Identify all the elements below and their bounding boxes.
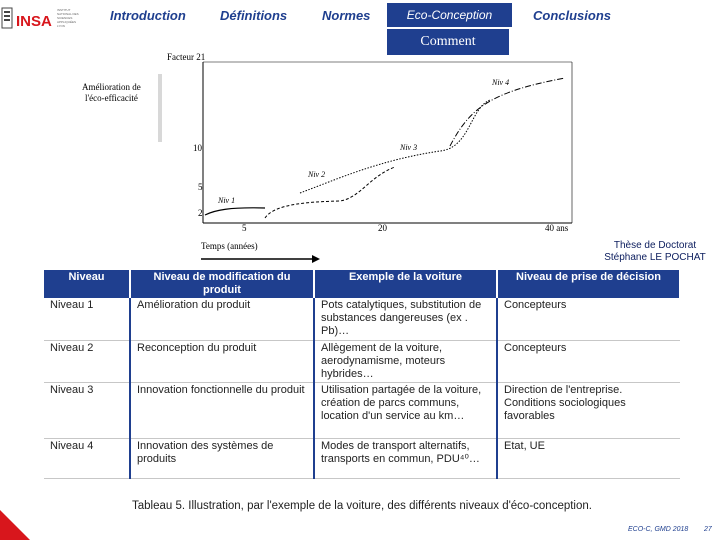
eco-design-levels-table	[44, 270, 680, 518]
table-cell: Allègement de la voiture, aerodynamisme, moteurs hybrides…	[314, 340, 497, 382]
x-tick-40: 40 ans	[545, 223, 569, 233]
curve-niv2	[265, 167, 395, 218]
y-tick-5: 5	[198, 182, 203, 192]
table-cell: Niveau 3	[44, 382, 130, 438]
table-cell: Concepteurs	[497, 298, 680, 340]
subnav-comment[interactable]: Comment	[387, 29, 509, 55]
corner-red-decoration	[0, 505, 40, 540]
label-niv3: Niv 3	[400, 143, 418, 152]
table-row	[44, 340, 680, 382]
nav-definitions[interactable]: Définitions	[220, 8, 288, 23]
logo-text: INSA	[16, 13, 52, 30]
curve-niv3	[300, 100, 490, 193]
table-cell: Innovation fonctionnelle du produit	[130, 382, 314, 438]
table-cell: Niveau 4	[44, 438, 130, 478]
nav-conclusions[interactable]: Conclusions	[533, 8, 612, 23]
nav-normes[interactable]: Normes	[322, 8, 371, 23]
label-niv4: Niv 4	[492, 78, 510, 87]
table-cell: Direction de l'entreprise. Conditions sociologiques favorables	[497, 382, 680, 438]
table-cell: Niveau 1	[44, 298, 130, 340]
y-tick-10: 10	[193, 143, 202, 153]
table-row	[44, 382, 680, 438]
figure-side-stripe	[158, 74, 162, 142]
table-row	[44, 298, 680, 340]
footer-course: ECO-C, GMD 2018	[628, 526, 689, 533]
table-cell: Utilisation partagée de la voiture, création de parcs communs, location d'un service au km…	[314, 382, 497, 438]
header-decision: Niveau de prise de décision	[497, 270, 680, 298]
label-niv2: Niv 2	[308, 170, 326, 179]
logo-subtext: INSTITUT NATIONAL DES SCIENCES APPLIQUÉES LYON	[57, 8, 79, 28]
citation-line-1: Thèse de Doctorat	[613, 240, 697, 251]
table-cell: Niveau 2	[44, 340, 130, 382]
x-axis-label: Temps (années)	[201, 241, 258, 251]
table-row	[44, 438, 680, 478]
table-cell: Modes de transport alternatifs, transports en commun, PDU⁴⁰…	[314, 438, 497, 478]
nav-eco-conception[interactable]: Eco-Conception	[387, 3, 512, 27]
citation	[590, 240, 720, 264]
citation-line-2: Stéphane LE POCHAT	[604, 252, 706, 263]
table-caption: Tableau 5. Illustration, par l'exemple de la voiture, des différents niveaux d'éco-conception.	[132, 500, 592, 512]
header-modification: Niveau de modification du produit	[130, 270, 314, 298]
table-cell: Pots catalytiques, substitution de substances dangereuses (ex . Pb)…	[314, 298, 497, 340]
table-cell: Concepteurs	[497, 340, 680, 382]
table-cell: Etat, UE	[497, 438, 680, 478]
table-cell: Reconception du produit	[130, 340, 314, 382]
header-niveau: Niveau	[44, 270, 130, 298]
levels-table	[44, 270, 681, 479]
header-exemple: Exemple de la voiture	[314, 270, 497, 298]
curve-niv1	[205, 208, 265, 215]
insa-logo	[0, 2, 62, 36]
page-number: 27	[704, 526, 712, 533]
x-tick-5: 5	[242, 223, 247, 233]
table-cell: Amélioration du produit	[130, 298, 314, 340]
table-header-row	[44, 270, 680, 298]
eco-efficiency-figure	[0, 50, 720, 265]
y-axis-side-label-1: Amélioration de	[82, 82, 141, 92]
curve-niv4	[450, 78, 565, 146]
y-axis-side-label-2: l'éco-efficacité	[85, 93, 138, 103]
nav-introduction[interactable]: Introduction	[110, 8, 186, 23]
x-tick-20: 20	[378, 223, 387, 233]
label-niv1: Niv 1	[218, 196, 236, 205]
time-arrow-head	[312, 255, 320, 263]
y-tick-2: 2	[198, 208, 203, 218]
table-cell: Innovation des systèmes de produits	[130, 438, 314, 478]
insa-logo-graphic	[0, 2, 62, 36]
y-axis-top-label: Facteur 21	[167, 52, 206, 62]
